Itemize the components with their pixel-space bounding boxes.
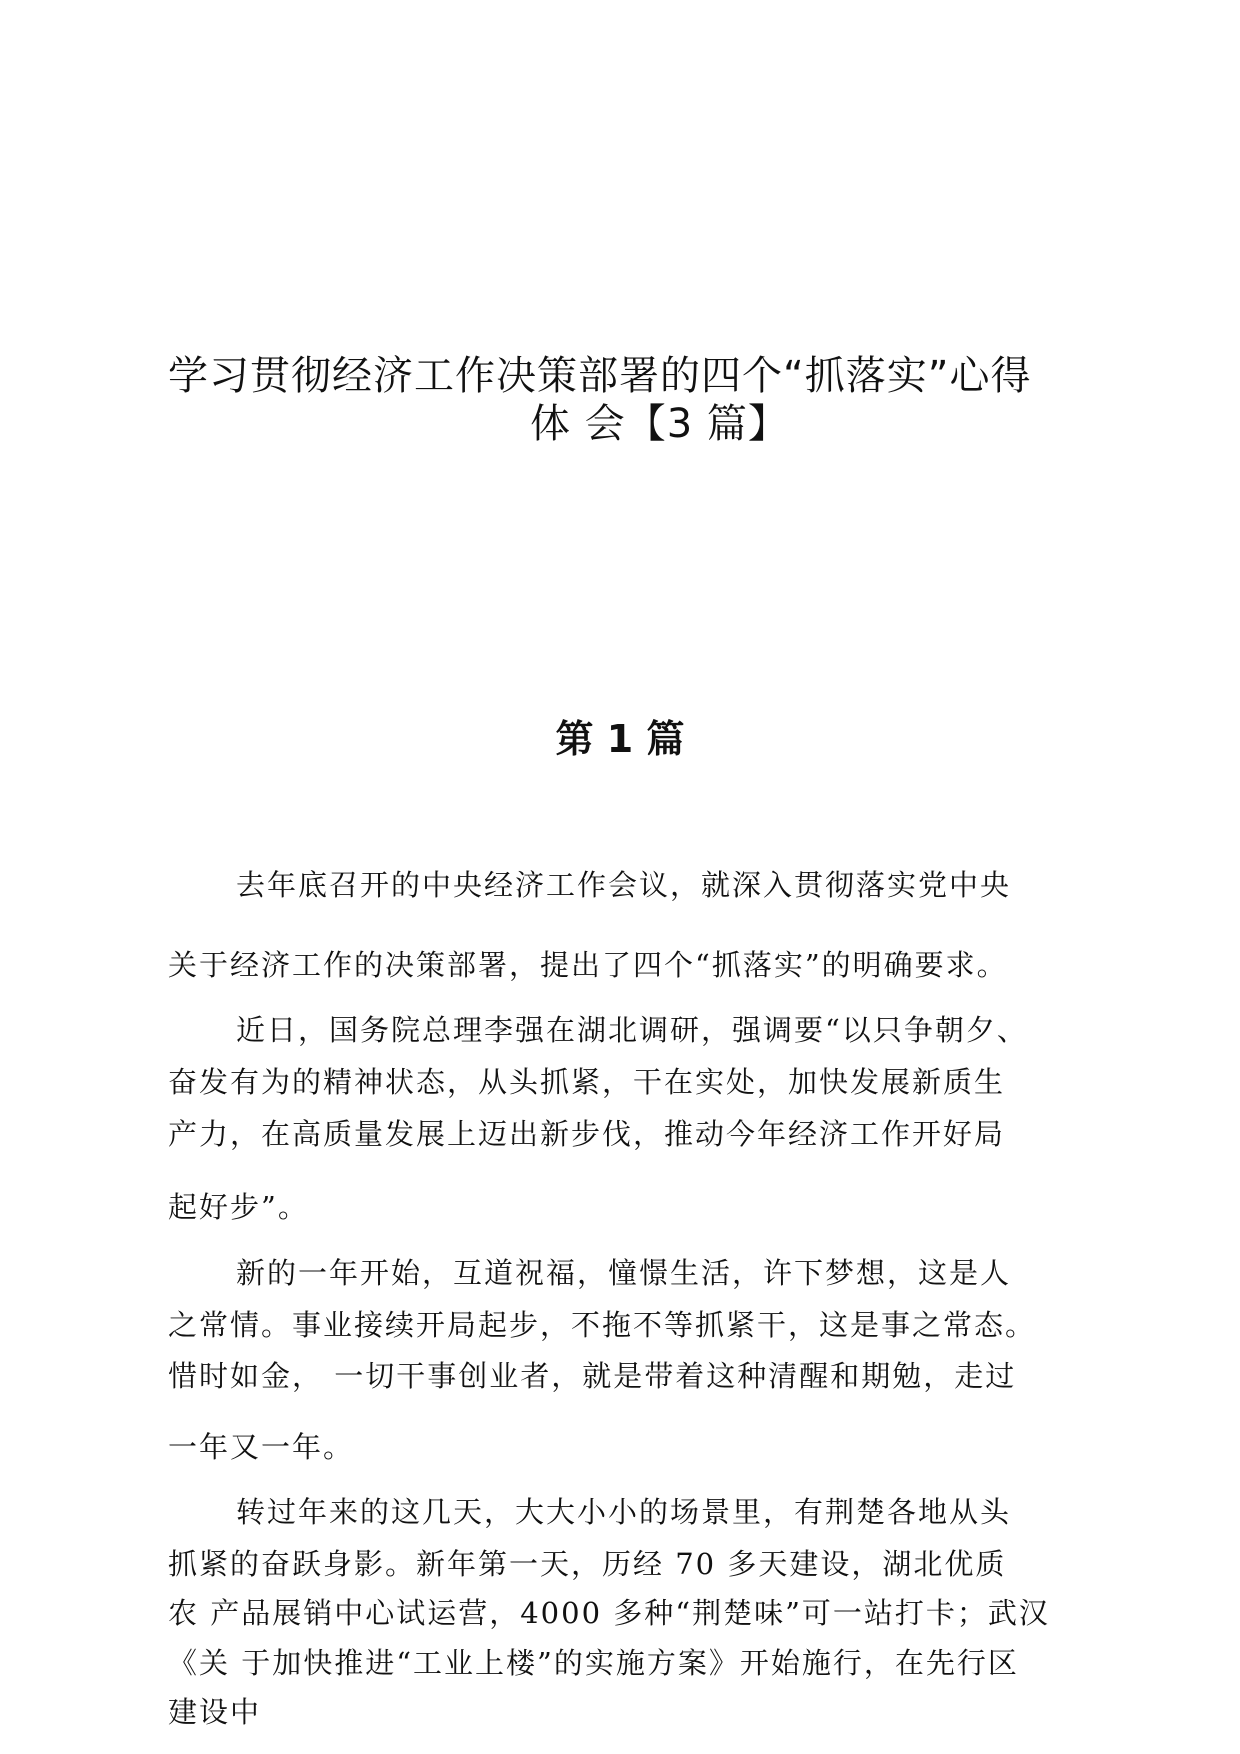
body-line-5: 产力，在高质量发展上迈出新步伐，推动今年经济工作开好局: [168, 1117, 1006, 1151]
body-line-13: 农 产品展销中心试运营，4000 多种“荆楚味”可一站打卡；武汉: [168, 1596, 1050, 1630]
body-line-7: 新的一年开始，互道祝福，憧憬生活，许下梦想，这是人: [236, 1256, 1012, 1290]
document-title-line-1: 学习贯彻经济工作决策部署的四个“抓落实”心得: [168, 353, 1032, 399]
body-line-6: 起好步”。: [168, 1190, 309, 1224]
body-line-1: 去年底召开的中央经济工作会议，就深入贯彻落实党中央: [236, 868, 1012, 902]
body-line-14: 《关 于加快推进“工业上楼”的实施方案》开始施行，在先行区: [168, 1646, 1019, 1680]
body-line-2: 关于经济工作的决策部署，提出了四个“抓落实”的明确要求。: [168, 948, 1008, 982]
body-line-10: 一年又一年。: [168, 1430, 355, 1464]
chapter-heading: 第 1 篇: [555, 717, 685, 761]
body-line-8: 之常情。事业接续开局起步，不拖不等抓紧干，这是事之常态。: [168, 1308, 1037, 1342]
body-line-4: 奋发有为的精神状态，从头抓紧，干在实处，加快发展新质生: [168, 1065, 1006, 1099]
body-line-11: 转过年来的这几天，大大小小的场景里，有荆楚各地从头: [236, 1495, 1012, 1529]
body-line-9: 惜时如金， 一切干事创业者，就是带着这种清醒和期勉，走过: [168, 1359, 1017, 1393]
document-title-line-2: 体 会【3 篇】: [530, 401, 789, 447]
body-line-12: 抓紧的奋跃身影。新年第一天，历经 70 多天建设，湖北优质: [168, 1547, 1007, 1581]
body-line-15: 建设中: [168, 1695, 262, 1729]
body-line-3: 近日，国务院总理李强在湖北调研，强调要“以只争朝夕、: [236, 1013, 1028, 1047]
